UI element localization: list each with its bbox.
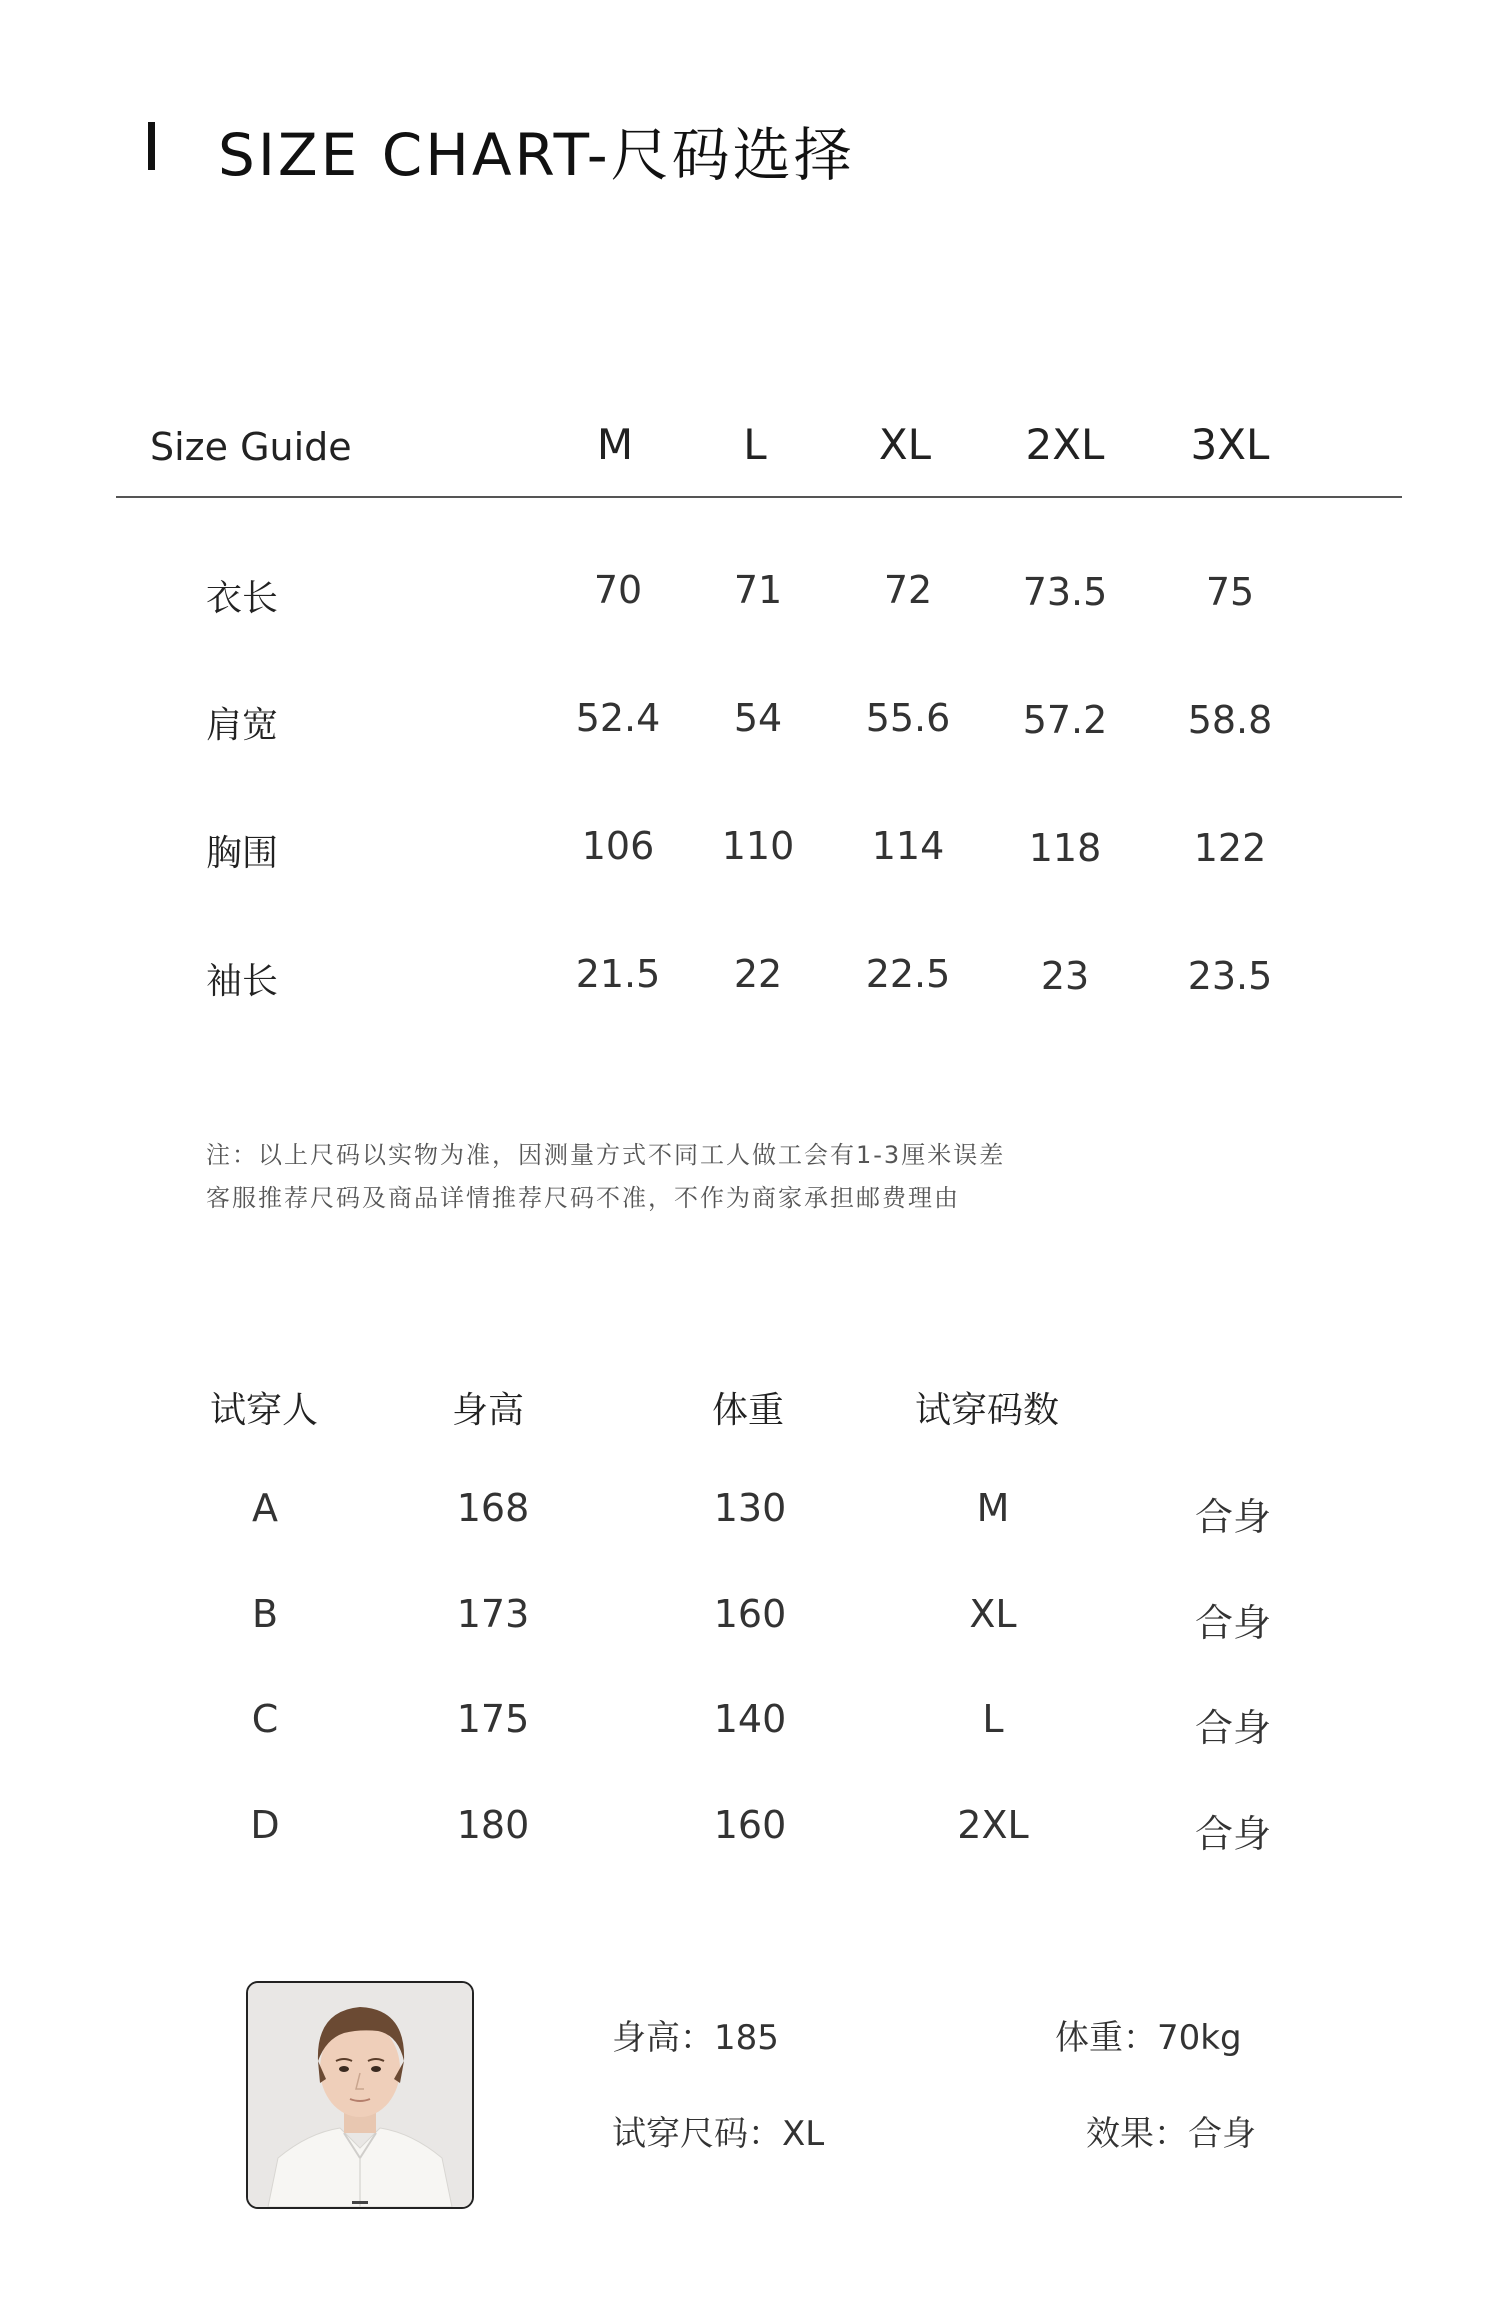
tryon-header-weight: 体重 (712, 1390, 785, 1431)
row-label-sleeve: 袖长 (206, 961, 279, 1002)
tryon-height: 180 (456, 1803, 530, 1847)
tryon-header-person: 试穿人 (210, 1390, 319, 1431)
table-divider (116, 496, 1402, 498)
tryon-height: 175 (456, 1697, 530, 1741)
note-line-1: 注：以上尺码以实物为准，因测量方式不同工人做工会有1-3厘米误差 (206, 1141, 1006, 1169)
model-weight: 体重：70kg (1055, 2018, 1242, 2058)
table-cell: 23.5 (1187, 954, 1273, 998)
tryon-weight: 140 (713, 1697, 787, 1741)
tryon-result: 合身 (1194, 1812, 1271, 1856)
row-label-chest: 胸围 (206, 833, 279, 874)
table-cell: 70 (593, 568, 643, 612)
row-label-shoulder: 肩宽 (206, 705, 279, 746)
table-cell: 73.5 (1022, 570, 1108, 614)
tryon-person: C (251, 1697, 279, 1741)
tryon-result: 合身 (1194, 1706, 1271, 1750)
note-line-2: 客服推荐尺码及商品详情推荐尺码不准，不作为商家承担邮费理由 (206, 1184, 960, 1212)
table-cell: 118 (1028, 826, 1102, 870)
tryon-header-height: 身高 (452, 1390, 525, 1431)
table-cell: 114 (871, 824, 945, 868)
tryon-result: 合身 (1194, 1601, 1271, 1645)
model-portrait-illustration (248, 1983, 472, 2207)
table-cell: 23 (1040, 954, 1090, 998)
table-cell: 55.6 (865, 696, 951, 740)
size-header-xl: XL (878, 420, 932, 469)
model-size: 试穿尺码：XL (612, 2114, 825, 2154)
title-accent-bar (148, 122, 155, 170)
size-header-m: M (596, 420, 634, 469)
tryon-size: L (982, 1697, 1004, 1741)
tryon-person: D (250, 1803, 280, 1847)
table-cell: 71 (733, 568, 783, 612)
tryon-size: M (976, 1486, 1010, 1530)
table-cell: 72 (883, 568, 933, 612)
tryon-header-size: 试穿码数 (915, 1390, 1060, 1431)
size-header-3xl: 3XL (1190, 420, 1270, 469)
tryon-weight: 160 (713, 1803, 787, 1847)
table-cell: 106 (581, 824, 655, 868)
tryon-size: 2XL (957, 1803, 1029, 1847)
size-header-l: L (743, 420, 767, 469)
model-photo (246, 1981, 474, 2209)
model-height: 身高：185 (612, 2018, 779, 2058)
table-cell: 21.5 (575, 952, 661, 996)
tryon-weight: 130 (713, 1486, 787, 1530)
table-cell: 57.2 (1022, 698, 1108, 742)
tryon-person: A (252, 1486, 278, 1530)
tryon-size: XL (969, 1592, 1017, 1636)
model-effect: 效果：合身 (1086, 2114, 1256, 2154)
table-cell: 54 (733, 696, 783, 740)
tryon-height: 173 (456, 1592, 530, 1636)
page-title: SIZE CHART-尺码选择 (218, 121, 855, 189)
size-guide-label: Size Guide (150, 425, 352, 469)
tryon-height: 168 (456, 1486, 530, 1530)
table-cell: 110 (721, 824, 795, 868)
tryon-person: B (251, 1592, 279, 1636)
size-header-2xl: 2XL (1025, 420, 1105, 469)
table-cell: 22 (733, 952, 783, 996)
table-cell: 52.4 (575, 696, 661, 740)
tryon-result: 合身 (1194, 1495, 1271, 1539)
table-cell: 75 (1205, 570, 1255, 614)
row-label-length: 衣长 (206, 578, 279, 619)
table-cell: 58.8 (1187, 698, 1273, 742)
table-cell: 22.5 (865, 952, 951, 996)
tryon-weight: 160 (713, 1592, 787, 1636)
table-cell: 122 (1193, 826, 1267, 870)
